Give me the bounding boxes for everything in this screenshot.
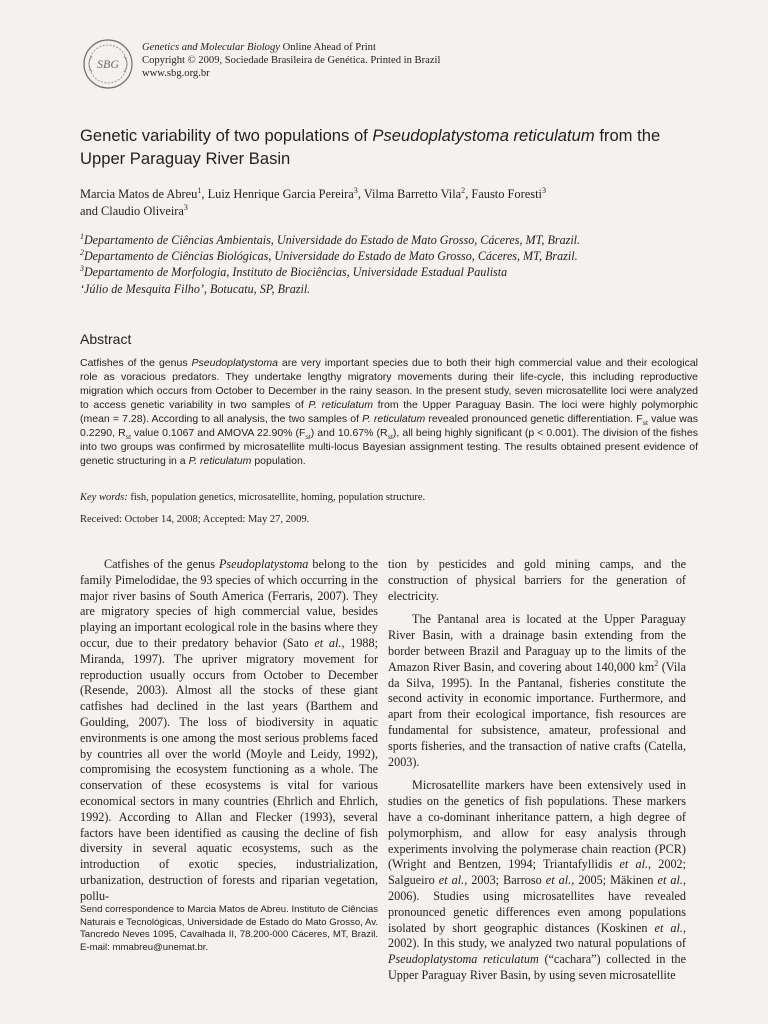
affiliation <box>80 248 720 264</box>
author-affil-marker: 1 <box>197 185 202 195</box>
body-paragraph: Microsatellite markers have been extensively used in studies on the genetics of fish populations. These markers have a co-dominant inheritance pattern, a high degree of polymorphism, and allow for easy analysis through experiments involving the polymerase chain reaction (PCR) (Wright and Bentzen, 1994; Triantafyllidis et al., 2002; Salgueiro et al., 2003; Barroso et al., 2005; Mäkinen et al., 2006). Studies using microsatellites have revealed pronounced genetic differences even among populations isolated by short geographic distances (Koskinen et al., 2002). In this study, we analyzed two natural populations of Pseudoplatystoma reticulatum (“cachara”) collected in the Upper Paraguay River Basin, by using seven microsatellite <box>388 778 687 982</box>
journal-status: Online Ahead of Print <box>279 42 376 53</box>
abstract-body: Catfishes of the genus Pseudoplatystoma are very important species due to both their high commercial value and their ecological role as voracious predators. They undertake lengthy migratory movements during their life-cycle, this including reproductive migration which occurs from October to December in the rainy season. In the present study, seven microsatellite loci were analyzed to access genetic variability in two samples of P. reticulatum from the Upper Paraguay Basin. The loci were highly polymorphic (mean = 7.28). According to all analysis, the two samples of P. reticulatum revealed pronounced genetic differentiation. $F_{st}$ value was 0.2290, $R_{st}$ value 0.1067 and AMOVA 22.90% $(F_{st})$ and 10.67% $(R_{st})$, all being highly significant (p < 0.001). The division of the fishes into two groups was confirmed by microsatellite multi-locus Bayesian assignment testing. The results obtained present evidence of genetic structuring in a P. reticulatum population. <box>80 357 698 467</box>
body-paragraph: tion by pesticides and gold mining camps, and the construction of physical barriers for the generation of electricity. <box>388 557 686 603</box>
author-name: , Fausto Foresti <box>465 187 542 201</box>
affiliation-marker: 2 <box>80 248 84 258</box>
body-paragraph: Catfishes of the genus Pseudoplatystoma belong to the family Pimelodidae, the 93 species of which occurring in the major river basins of South America (Ferraris, 2007). They are migratory species of high commercial value, besides playing an important ecological role in the basins where they occur, due to their predatory behavior (Sato et al., 1988; Miranda, 1997). The upriver migratory movement for reproduction usually occurs from October to December (Resende, 2003). Almost all the stocks of these giant catfishes had declined in the last years (Barthem and Goulding, 2007). The loss of biodiversity in aquatic environments is one among the most serious problems faced by countries all over the world (Moyle and Leidy, 1992), compromising the ecosystem functioning as a whole. The conservation of these ecosystems is vital for various economical sectors in many countries (Ehrlich and Ehrlich, 1992). According to Allan and Flecker (1993), several factors have been identified as causing the decline of fish diversity in several aquatic ecosystems, such as the introduction of exotic species, industrialization, urbanization, destruction of forests and riparian vegetation, pollu- <box>80 557 378 903</box>
copyright: Copyright © 2009, Sociedade Brasileira de Genética. Printed in Brazil <box>142 55 441 66</box>
body-paragraph: The Pantanal area is located at the Upper Paraguay River Basin, with a drainage basin extending from the border between Brazil and Paraguay up to the limits of the Amazon River Basin, and covering about 140,000 $km^2$ (Vila da Silva, 1995). In the Pantanal, fisheries constitute the second activity in economic importance. Furthermore, and apart from their ecological importance, fish resources are fundamental for subsistence, amateur, professional and sports fisheries, and the transaction of native crafts (Catella, 2003). <box>388 612 687 769</box>
keywords-label: Key words: <box>80 492 128 503</box>
received-accepted-dates: Received: October 14, 2008; Accepted: May 27, 2009. <box>80 514 310 525</box>
affiliation <box>80 232 720 248</box>
author-name: , Luiz Henrique Garcia Pereira <box>201 187 354 201</box>
author-affil-marker: 3 <box>541 185 546 195</box>
affiliation <box>80 281 720 297</box>
affiliations <box>80 232 720 297</box>
correspondence-footnote: Send correspondence to Marcia Matos de Abreu. Instituto de Ciências Naturais e Tecnológicas, Universidade de Estado do Mato Grosso, Av. Tancredo Neves 1095, Cavalhada II, 78.200-000 Cáceres, MT, Brazil. E-mail: mmabreu@unemat.br. <box>80 904 378 953</box>
affiliation-marker: 3 <box>80 264 84 274</box>
article-title <box>80 124 700 170</box>
author-affil-marker: 2 <box>461 185 466 195</box>
keywords <box>80 492 425 503</box>
journal-name: Genetics and Molecular Biology <box>142 42 280 53</box>
abstract-heading: Abstract <box>80 331 132 347</box>
sbg-logo <box>82 38 134 90</box>
title-text-end: from the Upper Paraguay River Basin <box>80 126 661 168</box>
author-affil-marker: 3 <box>353 185 358 195</box>
author-name: and Claudio Oliveira <box>80 203 184 218</box>
affiliation-text: ‘Júlio de Mesquita Filho’, Botucatu, SP, Brazil. <box>80 281 311 296</box>
affiliation <box>80 264 720 280</box>
affiliation-text: Departamento de Ciências Ambientais, Universidade do Estado de Mato Grosso, Cáceres, MT, Brazil. <box>83 233 581 247</box>
title-species: Pseudoplatystoma reticulatum <box>372 126 595 145</box>
author-name: Marcia Matos de Abreu <box>80 187 198 201</box>
author-affil-marker: 3 <box>183 202 188 212</box>
journal-line <box>142 41 440 54</box>
body-column-right <box>388 557 686 984</box>
journal-url[interactable]: www.sbg.org.br <box>142 68 210 79</box>
journal-header <box>142 41 440 80</box>
author-name: , Vilma Barretto Vila <box>357 187 462 201</box>
keywords-text: fish, population genetics, microsatellite, homing, population structure. <box>127 492 426 503</box>
affiliation-text: Departamento de Ciências Biológicas, Universidade do Estado de Mato Grosso, Cáceres, MT, Brazil. <box>83 249 578 264</box>
logo-text: SBG <box>97 57 119 71</box>
affiliation-marker: 1 <box>80 231 84 241</box>
title-text: Genetic variability of two populations of <box>80 126 373 145</box>
affiliation-text: Departamento de Morfologia, Instituto de Biociências, Universidade Estadual Paulista <box>83 265 508 280</box>
author-list <box>80 186 700 219</box>
body-column-left <box>80 557 378 905</box>
